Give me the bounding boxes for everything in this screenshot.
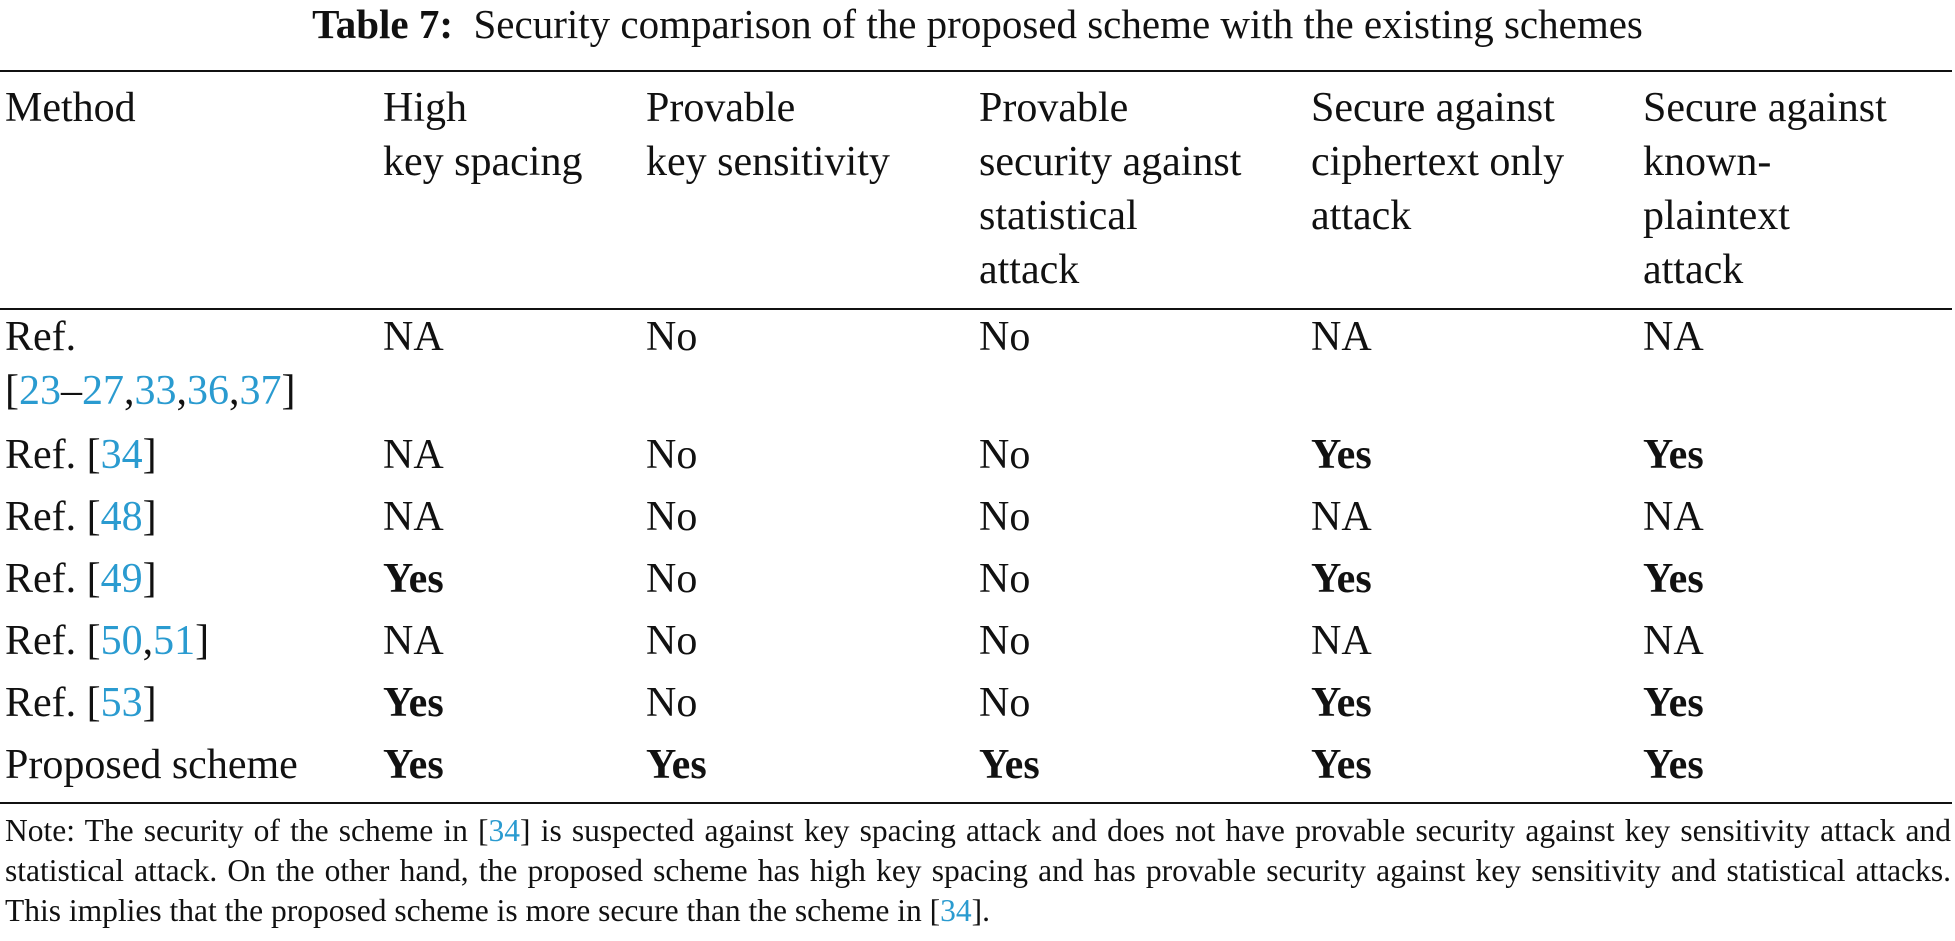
cell-value: NA [1643,618,1704,664]
cell-value: Yes [1643,742,1704,788]
ref-link[interactable]: 27 [82,368,124,414]
cell-value: No [979,680,1031,726]
value-cell [974,676,1306,738]
table-row [0,614,1952,676]
method-label: Ref. [5,432,77,478]
method-cell: Ref. [50,51] [5,618,210,664]
column-header-line: High [383,85,467,131]
column-header-line: security against [979,139,1242,185]
ref-link[interactable]: 23 [19,368,61,414]
cell-value: Yes [1311,432,1372,478]
cell-value: Yes [979,742,1040,788]
column-header-line: Provable [979,85,1129,131]
method-cell: Ref. [49] [5,556,157,602]
method-label: Ref. [5,680,77,726]
column-header [378,81,641,310]
cell-value: No [979,494,1031,540]
table-header [0,81,1952,310]
cell-value: No [646,432,698,478]
column-header-line: attack [1643,247,1744,293]
method-label: Proposed scheme [5,742,298,788]
cell-value: Yes [646,742,707,788]
ref-link[interactable]: 50 [100,618,143,664]
value-cell [974,614,1306,676]
value-cell [1306,738,1638,800]
column-header-line: Secure against [1643,85,1887,131]
value-cell [378,552,641,614]
ref-link[interactable]: 49 [100,556,143,602]
value-cell [974,738,1306,800]
note-text-2: ] is suspected against key spacing attack and does not have provable security against key sensitivity attack and statistical attack. On the other hand, the proposed scheme has high key spacing and has provable security against key sensitivity and statistical attacks. This implies that the proposed scheme is more secure than the scheme in [ [5,813,1951,928]
value-cell [378,490,641,552]
column-header-line: known- [1643,139,1772,185]
column-header-line: attack [1311,193,1412,239]
table-row [0,310,1952,428]
column-header [641,81,974,310]
cell-value: Yes [1311,742,1372,788]
method-cell: Ref. [53] [5,680,157,726]
caption-label: Table 7: [312,1,453,47]
column-header-line: Provable [646,85,796,131]
table-row [0,552,1952,614]
cell-value: Yes [1643,680,1704,726]
comparison-table [0,81,1952,800]
value-cell [974,490,1306,552]
value-cell [1638,428,1952,490]
cell-value: Yes [383,680,444,726]
cell-value: No [979,618,1031,664]
cell-value: No [646,314,698,360]
ref-link[interactable]: 37 [239,368,282,414]
value-cell [1306,614,1638,676]
cell-value: No [646,494,698,540]
method-cell [0,738,378,800]
cell-value: NA [1643,494,1704,540]
cell-value: No [979,556,1031,602]
header-row [0,81,1952,310]
value-cell [1306,676,1638,738]
column-header-line: attack [979,247,1080,293]
caption-text: Security comparison of the proposed scheme with the existing schemes [473,1,1643,47]
ref-link[interactable]: 34 [940,893,972,928]
value-cell [1638,676,1952,738]
value-cell [641,614,974,676]
cell-value: NA [1311,494,1372,540]
cell-value: Yes [1311,556,1372,602]
value-cell [378,614,641,676]
ref-link[interactable]: 48 [100,494,143,540]
value-cell [378,310,641,428]
column-header-line: key sensitivity [646,139,890,185]
method-label: Ref. [5,556,77,602]
column-header-line: Method [5,85,136,131]
ref-link[interactable]: 34 [488,813,521,848]
value-cell [1306,310,1638,428]
cell-value: No [979,314,1031,360]
ref-link[interactable]: 33 [134,368,177,414]
table-body [0,310,1952,800]
method-label: Ref. [5,314,77,360]
value-cell [641,428,974,490]
top-rule [0,70,1952,72]
bottom-rule [0,802,1952,804]
ref-link[interactable]: 51 [153,618,196,664]
method-label: Ref. [5,494,77,540]
value-cell [1306,428,1638,490]
cell-value: NA [383,314,444,360]
method-label: Ref. [5,618,77,664]
column-header [974,81,1306,310]
note-text-3: ]. [971,893,990,928]
table-row [0,428,1952,490]
value-cell [641,738,974,800]
cell-value: Yes [383,556,444,602]
cell-value: No [646,556,698,602]
value-cell [1306,490,1638,552]
note-text-1: Note: The security of the scheme in [ [5,813,489,848]
cell-value: NA [1311,618,1372,664]
ref-link[interactable]: 34 [100,432,143,478]
cell-value: Yes [1311,680,1372,726]
ref-link[interactable]: 53 [100,680,143,726]
value-cell [1638,310,1952,428]
value-cell [1638,614,1952,676]
cell-value: NA [1311,314,1372,360]
table-row [0,490,1952,552]
column-header-line: Secure against [1311,85,1555,131]
value-cell [974,428,1306,490]
value-cell [1638,738,1952,800]
value-cell [1638,490,1952,552]
table-caption [0,2,1955,46]
column-header-line: plaintext [1643,193,1790,239]
table-row [0,676,1952,738]
value-cell [1306,552,1638,614]
value-cell [378,738,641,800]
value-cell [378,428,641,490]
value-cell [974,552,1306,614]
column-header-line: ciphertext only [1311,139,1565,185]
cell-value: No [646,680,698,726]
column-header [1638,81,1952,310]
column-header-line: statistical [979,193,1138,239]
column-header [1306,81,1638,310]
cell-value: NA [1643,314,1704,360]
cell-value: NA [383,494,444,540]
cell-value: Yes [1643,432,1704,478]
column-header [0,81,378,310]
value-cell [378,676,641,738]
value-cell [641,552,974,614]
table-row [0,738,1952,800]
cell-value: No [979,432,1031,478]
cell-value: NA [383,432,444,478]
cell-value: No [646,618,698,664]
table-note [5,811,1951,931]
cell-value: NA [383,618,444,664]
method-cell: Ref. [48] [5,494,157,540]
value-cell [641,676,974,738]
method-cell: Ref. [23–27,33,36,37] [5,314,296,414]
value-cell [1638,552,1952,614]
method-cell: Ref. [34] [5,432,157,478]
value-cell [641,490,974,552]
column-header-line: key spacing [383,139,583,185]
value-cell [974,310,1306,428]
cell-value: Yes [1643,556,1704,602]
ref-link[interactable]: 36 [187,368,229,414]
value-cell [641,310,974,428]
cell-value: Yes [383,742,444,788]
